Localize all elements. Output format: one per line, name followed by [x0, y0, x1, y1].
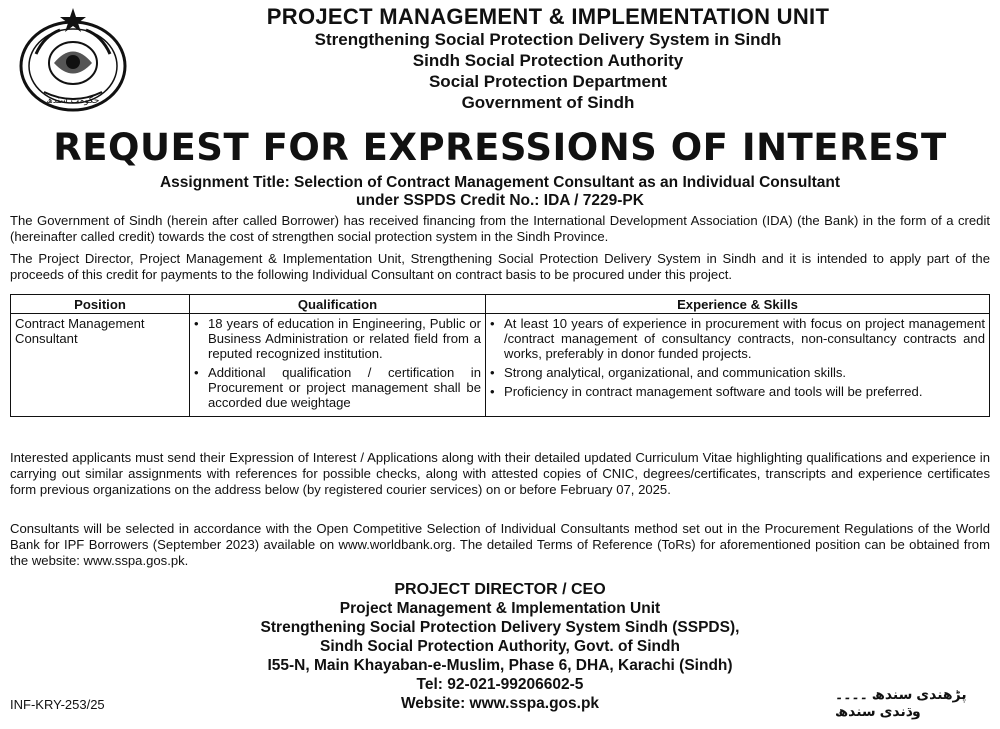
assignment-line-2: under SSPDS Credit No.: IDA / 7229-PK: [356, 192, 644, 209]
rfp-banner: REQUEST FOR EXPRESSIONS OF INTEREST: [53, 126, 947, 169]
paragraph-selection: Consultants will be selected in accordance with the Open Competitive Selection of Individual Consultants method set out in the Procurement Regulations of the World Bank for IPF Borrowers (September 2023) available on www.worldbank.org. The detailed Terms of Reference (ToRs) for aforementioned position can be obtained from the website: www.sspa.gos.pk.: [10, 521, 990, 568]
header-line: Government of Sindh: [461, 93, 635, 112]
list-item: • 18 years of education in Engineering, Public or Business Administration or related field from a reputed recognized institution.: [194, 316, 481, 361]
list-item: • Proficiency in contract management software and tools will be preferred.: [490, 384, 985, 399]
contact-phone: Tel: 92-021-99206602-5: [416, 676, 584, 693]
list-item: • Additional qualification / certification in Procurement or project management shall be accorded due weightage: [194, 365, 481, 410]
position-table: [10, 294, 990, 417]
header-line: Strengthening Social Protection Delivery System in Sindh: [314, 30, 782, 49]
contact-line: Project Management & Implementation Unit: [339, 600, 661, 617]
contact-website: Website: www.sspa.gos.pk: [400, 695, 600, 712]
header-experience: Experience & Skills: [486, 295, 990, 314]
ad-reference: INF-KRY-253/25: [10, 697, 105, 712]
paragraph-financing: The Government of Sindh (herein after called Borrower) has received financing from the International Development Association (IDA) (the Bank) in the form of a credit (hereinafter called credit) towards the cost of strengthen social protection system in the Sindh Province.: [10, 213, 990, 244]
paragraph-application: Interested applicants must send their Expression of Interest / Applications along with their detailed updated Curriculum Vitae highlighting qualifications and experience in carrying out similar assignments with references for possible checks, along with attested copies of CNIC, degrees/certificates, transcripts and experience certificates form previous organizations on the address below (by registered courier services) on or before February 07, 2025.: [10, 450, 990, 497]
list-item: • Strong analytical, organizational, and communication skills.: [490, 365, 985, 380]
paragraph-intent: The Project Director, Project Management & Implementation Unit, Strengthening Social Protection Delivery System in Sindh and it is intended to apply part of the proceeds of this credit for payments to the following Individual Consultant on contract basis to be procured under this project.: [10, 251, 990, 282]
header: [0, 4, 1000, 113]
seal-text: حکومت سندھ: [46, 96, 100, 106]
experience-cell: [486, 314, 990, 417]
contact-title: PROJECT DIRECTOR / CEO: [394, 581, 606, 598]
header-line: Sindh Social Protection Authority: [412, 51, 684, 70]
qualification-cell: [190, 314, 486, 417]
experience-list: [490, 316, 985, 399]
position-cell: Contract Management Consultant: [11, 314, 190, 417]
header-position: Position: [11, 295, 190, 314]
contact-address: I55-N, Main Khayaban-e-Muslim, Phase 6, DHA, Karachi (Sindh): [267, 657, 733, 674]
contact-line: Strengthening Social Protection Delivery System Sindh (SSPDS),: [260, 619, 740, 636]
assignment-line-1: Assignment Title: Selection of Contract Management Consultant as an Individual Consultant: [159, 174, 841, 191]
table-header-row: [11, 295, 990, 314]
contact-line: Sindh Social Protection Authority, Govt. of Sindh: [320, 638, 680, 655]
assignment-title: [0, 174, 1000, 210]
org-title: PROJECT MANAGEMENT & IMPLEMENTATION UNIT: [266, 4, 830, 29]
qualification-list: [194, 316, 481, 410]
table-row: [11, 314, 990, 417]
list-item: • At least 10 years of experience in procurement with focus on project management /contract management of consultancy contracts, non-consultancy contracts and works, preferably in donor funded projects.: [490, 316, 985, 361]
header-line: Social Protection Department: [428, 72, 668, 91]
urdu-slogan: پڑھندی سندھ ۔۔۔۔ وڌندی سندھ: [835, 686, 967, 719]
header-qualification: Qualification: [190, 295, 486, 314]
